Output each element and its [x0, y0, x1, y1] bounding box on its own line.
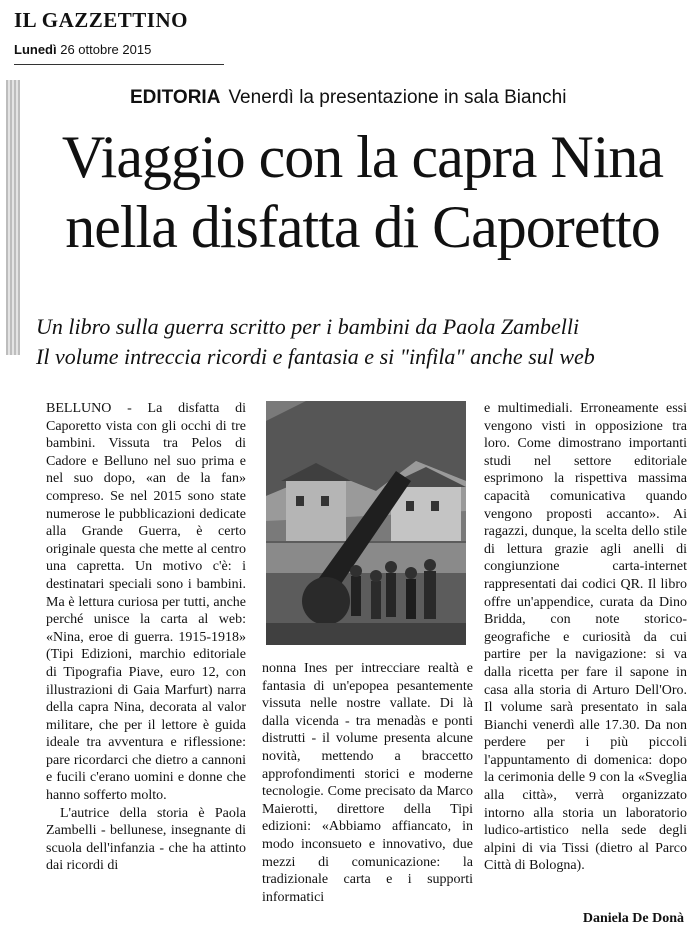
paragraph: L'autrice della storia è Paola Zambelli - bellunese, insegnante di scuola dell'infanzia - che ha attinto dai ricordi di: [46, 805, 246, 874]
article-column-3: [484, 400, 687, 875]
issue-date: [14, 42, 151, 57]
headline-line-2: nella disfatta di Caporetto: [65, 194, 660, 260]
subhead-line-2: Il volume intreccia ricordi e fantasia e si "infila" anche sul web: [36, 344, 595, 369]
side-shading: [6, 80, 20, 355]
subhead-line-1: Un libro sulla guerra scritto per i bambini da Paola Zambelli: [36, 314, 580, 339]
headline: [30, 122, 695, 262]
masthead-rule: [14, 64, 224, 65]
newspaper-masthead: IL GAZZETTINO: [14, 8, 188, 32]
issue-day: Lunedì: [14, 42, 57, 57]
cannon-photo-illustration: [266, 401, 466, 645]
subheadline: [36, 312, 696, 372]
kicker: [130, 87, 690, 109]
issue-date-text: 26 ottobre 2015: [60, 42, 152, 57]
headline-line-1: Viaggio con la capra Nina: [61, 124, 664, 190]
article-column-1: [46, 400, 246, 875]
kicker-text: Venerdì la presentazione in sala Bianchi: [228, 87, 567, 108]
article-column-2: [262, 660, 473, 906]
paragraph: e multimediali. Erroneamente essi vengono visti in opposizione tra loro. Come dimostrano importanti studi nel settore editoriale esprimono la rispettiva massima capacità comunicativa quando vengono proposti accanto». Ai ragazzi, dunque, la scelta dello stile di lettura grazie agli anelli di congiunzione carta-internet rappresentati dai codici QR. Il libro offre un'appendice, curata da Dino Bridda, con note storico-geografiche e curiosità da cui partire per la navigazione: si va dalla ricetta per fare il sapone in casa alla storia di Arturo Dell'Oro. Il volume sarà presentato in sala Bianchi venerdì alle 17.30. Da non perdere per i più piccoli l'appuntamento di domenica: dopo la cerimonia delle 9 con la «Sveglia alla città», verrà organizzato intorno alla storia un laboratorio ludico-artistico nella sede degli alpini di via Tissi (dietro al Parco Città di Bologna).: [484, 401, 687, 874]
article-photo: [266, 401, 466, 645]
byline: Daniela De Donà: [582, 911, 684, 926]
paragraph: nonna Ines per intrecciare realtà e fantasia di un'epopea pesantemente vissuta nelle nostre vallate. Di là dalla vicenda - tra menadàs e ponti distrutti - il volume presenta alcune novità, mettendo a braccetto approfondimenti storici e moderne tecnologie. Come precisato da Marco Maierotti, direttore della Tipi edizioni: «Abbiamo affiancato, in modo inconsueto e innovativo, due mezzi di comunicazione: la tradizionale carta e i supporti informatici: [262, 661, 473, 905]
section-tag: EDITORIA: [130, 87, 221, 108]
paragraph: BELLUNO - La disfatta di Caporetto vista con gli occhi di tre bambini. Vissuta tra Pelos di Cadore e Belluno nel suo prima e nel suo dopo, «an de la fan» compreso. Se nel 2015 sono state numerose le pubblicazioni dedicate alla Grande Guerra, è certo originale questa che mette al centro una capretta. Un motivo c'è: i destinatari speciali sono i bambini. Ma è lettura curiosa per tutti, anche perché unisce la carta al web: «Nina, eroe di guerra. 1915-1918» (Tipi Edizioni, marchio editoriale di Tipografia Piave, euro 12, con illustrazioni di Gaia Marfurt) narra della capra Nina, decorata al valor militare, che per il lettore è guida ideale tra avventura e riflessione: pare ricordarci che dietro a cannoni e fucili c'erano uomini e donne che hanno sofferto molto.: [46, 401, 246, 804]
